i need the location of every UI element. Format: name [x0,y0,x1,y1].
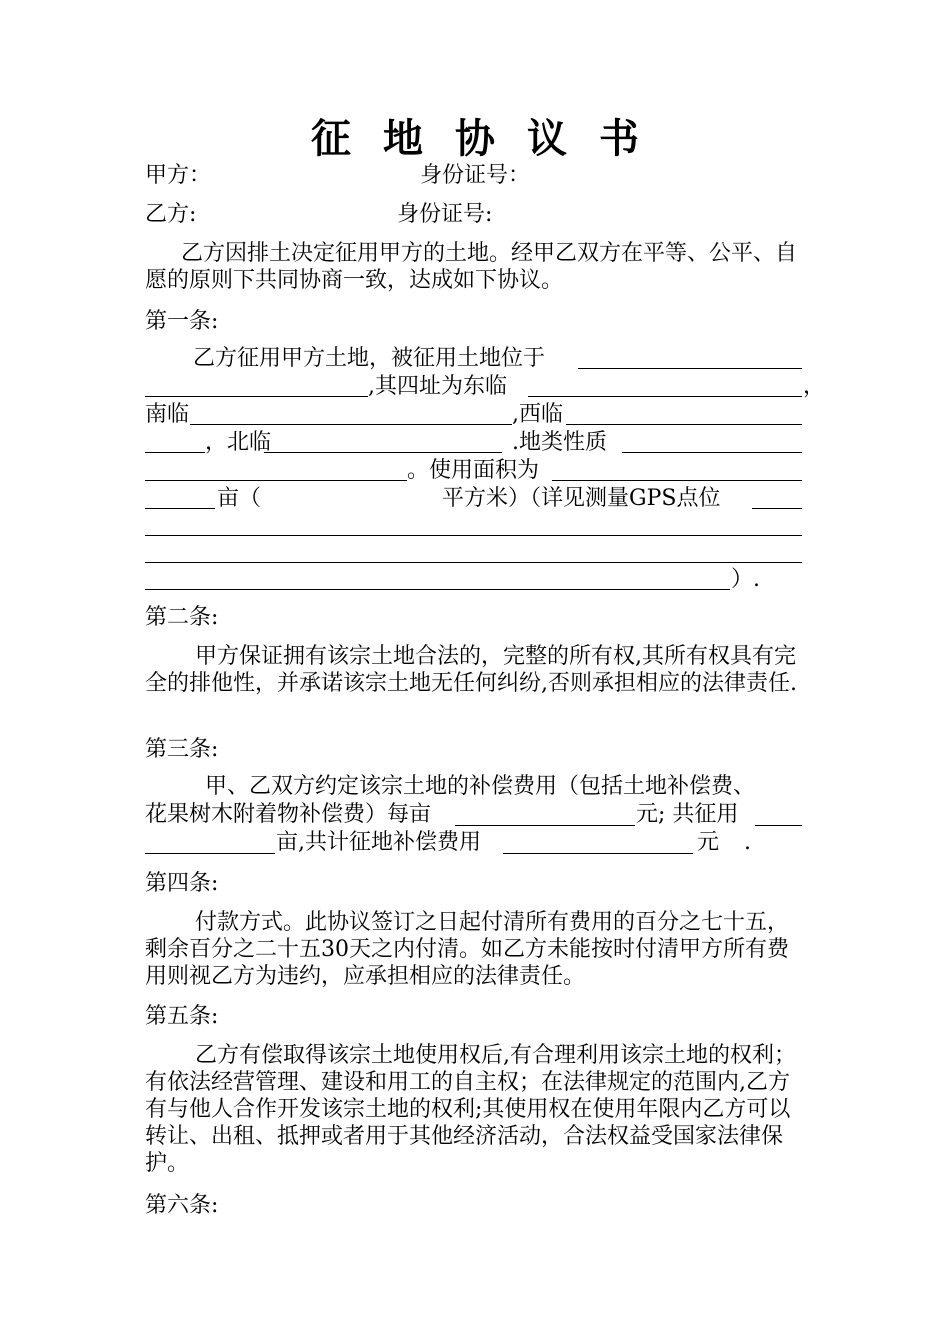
article1-text-mu: 亩（ [217,486,262,511]
article5-body: 乙方有偿取得该宗土地使用权后,有合理利用该宗土地的权利；有依法经营管理、建设和用工的自主权；在法律规定的范围内,乙方有与他人合作开发该宗土地的权利;其使用权在使用年限内乙方可以转让、出租、抵押或者用于其他经济活动，合法权益受国家法律保护。 [145,1043,796,1176]
gps-blank-line-1 [145,535,802,536]
article1-text-north: ，北临 [205,430,272,455]
total-cost-blank [503,853,693,854]
area-blank-cont [145,508,215,509]
article3-heading: 第三条: [145,737,219,762]
article1-text-sqm: 平方米）（详见测量GPS点位 [442,486,721,511]
price-per-mu-blank [455,825,635,826]
article3-text-4: 亩,共计征地补偿费用 [276,830,481,855]
article6-heading: 第六条: [145,1193,219,1218]
gps-blank-line-2 [145,562,802,563]
north-blank [264,452,502,453]
gps-blank-line-3 [145,589,730,590]
article1-comma: ， [803,374,826,399]
article2-heading: 第二条: [145,605,219,630]
gps-blank [752,508,802,509]
article4-heading: 第四条: [145,871,219,896]
area-blank [552,480,802,481]
article1-text-area: 。使用面积为 [407,458,540,483]
article3-text-5: 元 [697,830,720,855]
article1-heading: 第一条: [145,309,219,334]
article3-text-2: 花果树木附着物补偿费）每亩 [145,802,432,827]
south-blank [190,424,512,425]
article2-body: 甲方保证拥有该宗土地合法的，完整的所有权,其所有权具有完全的排他性，并承诺该宗土地无任何纠纷,否则承担相应的法律责任. [145,644,797,696]
party-b-id-label: 身份证号: [397,202,493,227]
article1-text-south: 南临 [145,402,190,427]
west-blank [566,424,802,425]
party-a-label: 甲方： [145,163,212,188]
article5-heading: 第五条: [145,1004,219,1029]
article1-text-landtype: .地类性质 [512,430,607,455]
total-mu-blank [755,825,802,826]
landtype-blank-cont [145,480,407,481]
article1-text-location: 乙方征用甲方土地，被征用土地位于 [193,346,546,371]
document-title: 征地协议书 [311,115,671,162]
article3-text-6: . [744,830,751,855]
intro-paragraph: 乙方因排土决定征用甲方的土地。经甲乙双方在平等、公平、自愿的原则下共同协商一致，达成如下协议。 [145,241,798,293]
total-mu-blank-cont [145,853,275,854]
landtype-blank [622,452,802,453]
west-blank-cont [145,452,205,453]
location-blank-cont [145,396,368,397]
article3-text-1: 甲、乙双方约定该宗土地的补偿费用（包括土地补偿费、 [205,774,756,799]
article1-close: ）. [731,567,760,592]
party-b-label: 乙方: [145,202,197,227]
location-blank [578,368,802,369]
article3-text-3: 元; 共征用 [636,802,739,827]
east-blank [528,396,802,397]
article4-body: 付款方式。此协议签订之日起付清所有费用的百分之七十五，剩余百分之二十五30天之内付清。如乙方未能按时付清甲方所有费用则视乙方为违约，应承担相应的法律责任。 [145,910,790,989]
article1-text-west: ,西临 [512,402,563,427]
party-a-id-label: 身份证号： [420,163,531,188]
article1-text-east: ,其四址为东临 [368,374,507,399]
